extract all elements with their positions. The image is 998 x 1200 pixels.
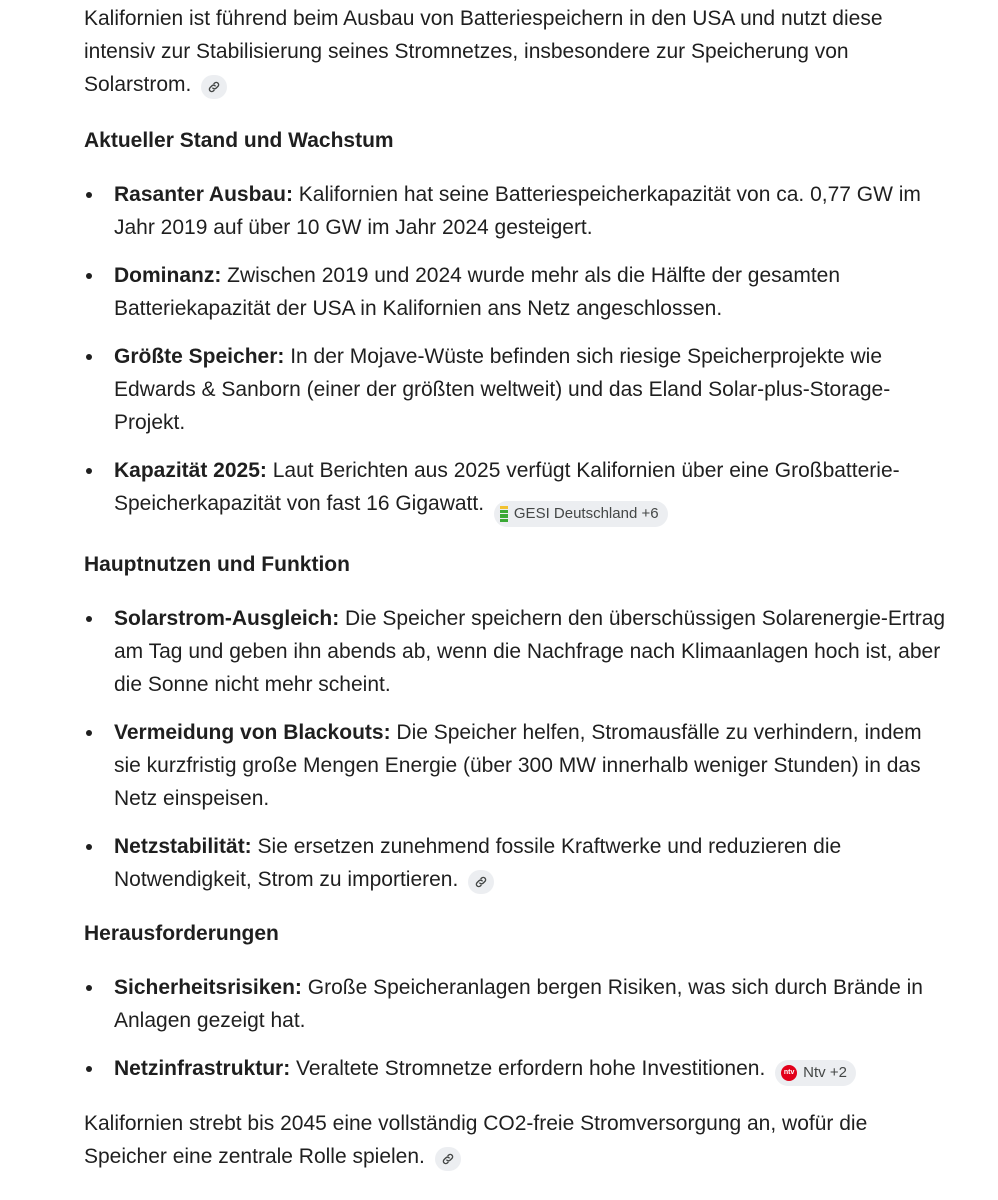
link-icon[interactable] — [201, 75, 227, 99]
battery-icon — [500, 506, 508, 522]
item-label: Rasanter Ausbau: — [114, 183, 293, 206]
source-chip-gesi[interactable] — [494, 501, 668, 527]
source-chip-ntv[interactable] — [775, 1060, 856, 1086]
intro-paragraph — [84, 2, 954, 101]
item-label: Vermeidung von Blackouts: — [114, 720, 391, 744]
list-item — [84, 1052, 954, 1086]
list-item — [84, 971, 954, 1037]
item-label: Solarstrom-Ausgleich: — [114, 606, 340, 630]
source-chip-label: Ntv +2 — [803, 1063, 847, 1081]
section-herausforderungen — [84, 917, 954, 1086]
section-heading: Hauptnutzen und Funktion — [84, 552, 350, 576]
bullet-list — [84, 971, 954, 1086]
item-text: In der Mojave-Wüste befinden sich riesige Speicherprojekte wie Edwards & Sanborn (einer der größten weltweit) und das Eland Solar-plus-Storage-Projekt. — [114, 345, 891, 434]
list-item — [84, 454, 954, 527]
outro-text: Kalifornien strebt bis 2045 eine vollständig CO2-freie Stromversorgung an, wofür die Speicher eine zentrale Rolle spielen. — [84, 1111, 868, 1168]
bullet-list — [84, 178, 954, 527]
sections — [84, 124, 954, 1086]
item-text: Laut Berichten aus 2025 verfügt Kalifornien über eine Großbatterie-Speicherkapazität von fast 16 Gigawatt. — [114, 459, 900, 515]
item-text: Die Speicher speichern den überschüssigen Solarenergie-Ertrag am Tag und geben ihn abends ab, wenn die Nachfrage nach Klimaanlagen hoch ist, aber die Sonne nicht mehr scheint. — [114, 606, 946, 696]
intro-text: Kalifornien ist führend beim Ausbau von Batteriespeichern in den USA und nutzt diese intensiv zur Stabilisierung seines Stromnetzes, insbesondere zur Speicherung von Solarstrom. — [84, 7, 883, 96]
section-heading: Aktueller Stand und Wachstum — [84, 129, 394, 152]
bullet-list — [84, 602, 954, 896]
item-text: Große Speicheranlagen bergen Risiken, was sich durch Brände in Anlagen gezeigt hat. — [114, 975, 923, 1032]
section-heading: Herausforderungen — [84, 921, 279, 945]
item-label: Netzinfrastruktur: — [114, 1056, 291, 1080]
list-item — [84, 259, 954, 325]
response-content — [84, 2, 954, 1173]
item-label: Sicherheitsrisiken: — [114, 975, 302, 999]
link-icon[interactable] — [435, 1147, 461, 1171]
item-label: Netzstabilität: — [114, 834, 252, 858]
item-label: Dominanz: — [114, 264, 222, 287]
section-stand — [84, 124, 954, 527]
ntv-icon: ntv — [781, 1065, 797, 1081]
item-label: Größte Speicher: — [114, 345, 285, 368]
list-item — [84, 602, 954, 701]
item-text: Veraltete Stromnetze erfordern hohe Investitionen. — [290, 1056, 766, 1080]
source-chip-label: GESI Deutschland +6 — [513, 504, 659, 522]
list-item — [84, 716, 954, 815]
list-item — [84, 178, 954, 244]
item-text: Die Speicher helfen, Stromausfälle zu verhindern, indem sie kurzfristig große Mengen Energie (über 300 MW innerhalb weniger Stunden) in das Netz einspeisen. — [114, 720, 922, 810]
list-item — [84, 830, 954, 896]
link-icon[interactable] — [468, 870, 494, 894]
section-nutzen — [84, 548, 954, 896]
outro-paragraph — [84, 1107, 954, 1173]
list-item — [84, 340, 954, 439]
item-text: Kalifornien hat seine Batteriespeicherkapazität von ca. 0,77 GW im Jahr 2019 auf über 10 GW im Jahr 2024 gesteigert. — [114, 183, 921, 239]
item-label: Kapazität 2025: — [114, 459, 267, 482]
item-text: Zwischen 2019 und 2024 wurde mehr als die Hälfte der gesamten Batteriekapazität der USA in Kalifornien ans Netz angeschlossen. — [114, 264, 841, 320]
item-text: Sie ersetzen zunehmend fossile Kraftwerke und reduzieren die Notwendigkeit, Strom zu importieren. — [114, 834, 842, 891]
